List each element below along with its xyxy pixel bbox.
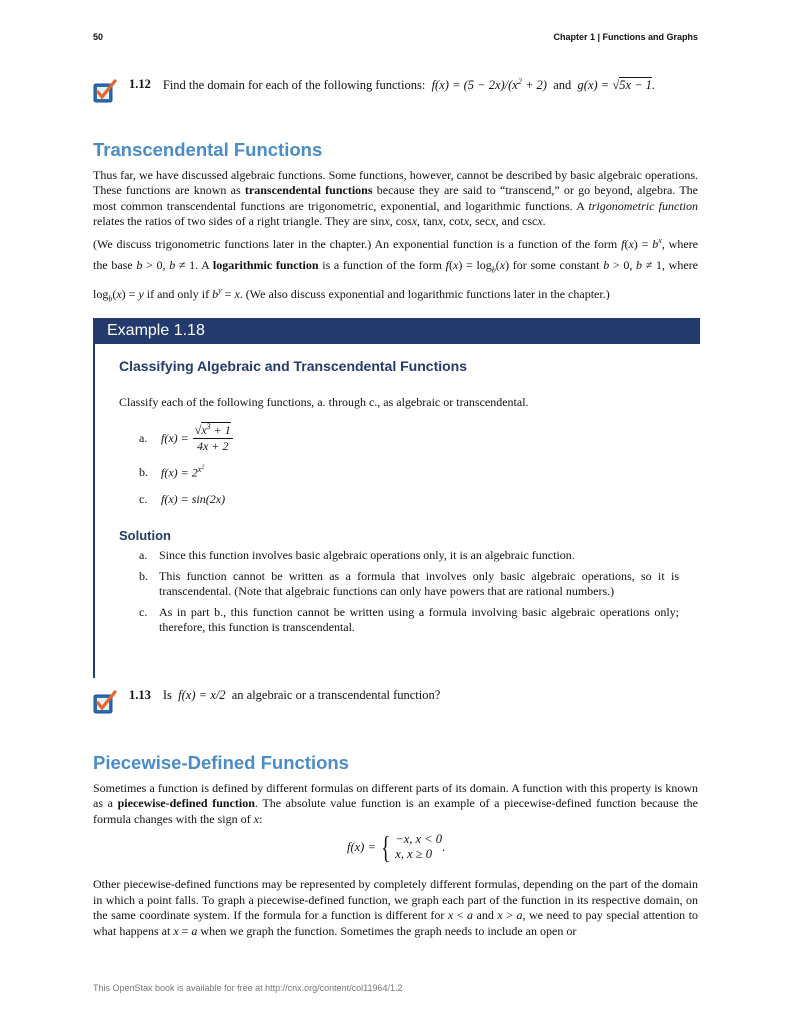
example-title: Example 1.18 bbox=[107, 322, 205, 339]
example-intro: Classify each of the following functions, a. through c., as algebraic or transcendental. bbox=[119, 395, 529, 409]
fraction: $\frac{√x^3 + 1}{4x + 2}$ bbox=[194, 422, 231, 453]
chapter-title: Chapter 1 | Functions and Graphs bbox=[553, 32, 698, 42]
paragraph-transcendental-2: (We discuss trigonometric functions later in the chapter.) An exponential function is a function of the form $f(x) = b^x$, where the base b > 0, b ≠ 1. A logarithmic function is a function of the form $f(x) = \log_b(x)$ for some constant b > 0, b ≠ 1, where $\log_b(x) = y$ if and only if $b^y = x$. (We also discuss exponential and logarithmic functions later in the chapter.) bbox=[93, 236, 698, 304]
example-box bbox=[93, 318, 700, 678]
solution-heading: Solution bbox=[119, 528, 171, 543]
f-expression: $f(x) = (5 - 2x)/(x^2 + 2)$ bbox=[431, 77, 547, 93]
problem-c: c. f(x) = sin(2x) bbox=[139, 492, 226, 506]
solution-item-a: a. Since this function involves basic algebraic operations only, it is an algebraic function. bbox=[139, 548, 575, 562]
paragraph-transcendental-1: Thus far, we have discussed algebraic functions. Some functions, however, cannot be described by basic algebraic operations. These functions are known as transcendental functions because they are said to “transcend,” or go beyond, algebra. The most common transcendental functions are trigonometric, exponential, and logarithmic functions. A trigonometric function relates the ratios of two sides of a right triangle. They are sinx, cosx, tanx, cotx, secx, and cscx. bbox=[93, 168, 699, 229]
checkpoint-number: 1.12 bbox=[129, 77, 151, 91]
solution-item-c: c. As in part b., this function cannot be written using a formula involving basic algebraic operations only; therefore, this function is transcendental. bbox=[139, 605, 679, 634]
example-header-bar bbox=[93, 318, 700, 344]
g-expression: g(x) = √5x − 1. bbox=[577, 78, 656, 93]
solution-item-b: b. This function cannot be written as a formula that involves only basic algebraic operations, so it is transcendental. (Note that algebraic functions can only have powers that are rational numbers.) bbox=[139, 569, 679, 598]
checkbox-check-icon bbox=[93, 79, 117, 103]
checkpoint-1-12 bbox=[93, 77, 655, 103]
checkpoint-number: 1.13 bbox=[129, 688, 151, 702]
checkpoint-text: Find the domain for each of the following functions: $f(x) = (5 - 2x)/(x^2 + 2)$ and g(x) = √5x − 1. bbox=[162, 77, 656, 93]
checkbox-check-icon bbox=[93, 690, 117, 714]
piecewise-equation: f(x) = { −x, x < 0 x, x ≥ 0 . bbox=[347, 829, 446, 865]
solution-list bbox=[139, 548, 679, 641]
section-heading-transcendental: Transcendental Functions bbox=[93, 139, 323, 160]
problem-b: b. $f(x) = 2^{x^2}$ bbox=[139, 464, 205, 480]
checkpoint-text: Is f(x) = x/2 an algebraic or a transcendental function? bbox=[162, 688, 441, 702]
paragraph-piecewise-1: Sometimes a function is defined by different formulas on different parts of its domain. A function with this property is known as a piecewise-defined function. The absolute value function is an example of a piecewise-defined function because the formula changes with the sign of x: bbox=[93, 781, 698, 826]
paragraph-piecewise-2: Other piecewise-defined functions may be represented by completely different formulas, depending on the part of the domain in which a point falls. To graph a piecewise-defined function, we graph each part of the function in its respective domain, on the same coordinate system. If the formula for a function is different for x < a and x > a, we need to pay special attention to what happens at x = a when we graph the function. Sometimes the graph needs to include an open or bbox=[93, 877, 698, 938]
footer-text: This OpenStax book is available for free at http://cnx.org/content/col11964/1.2 bbox=[93, 983, 403, 993]
page-number: 50 bbox=[93, 32, 104, 42]
checkpoint-1-13 bbox=[93, 688, 440, 714]
problem-a: a. f(x) = $\frac{√x^3 + 1}{4x + 2}$ bbox=[139, 422, 231, 453]
section-heading-piecewise: Piecewise-Defined Functions bbox=[93, 752, 349, 773]
example-subtitle: Classifying Algebraic and Transcendental Functions bbox=[119, 358, 468, 374]
